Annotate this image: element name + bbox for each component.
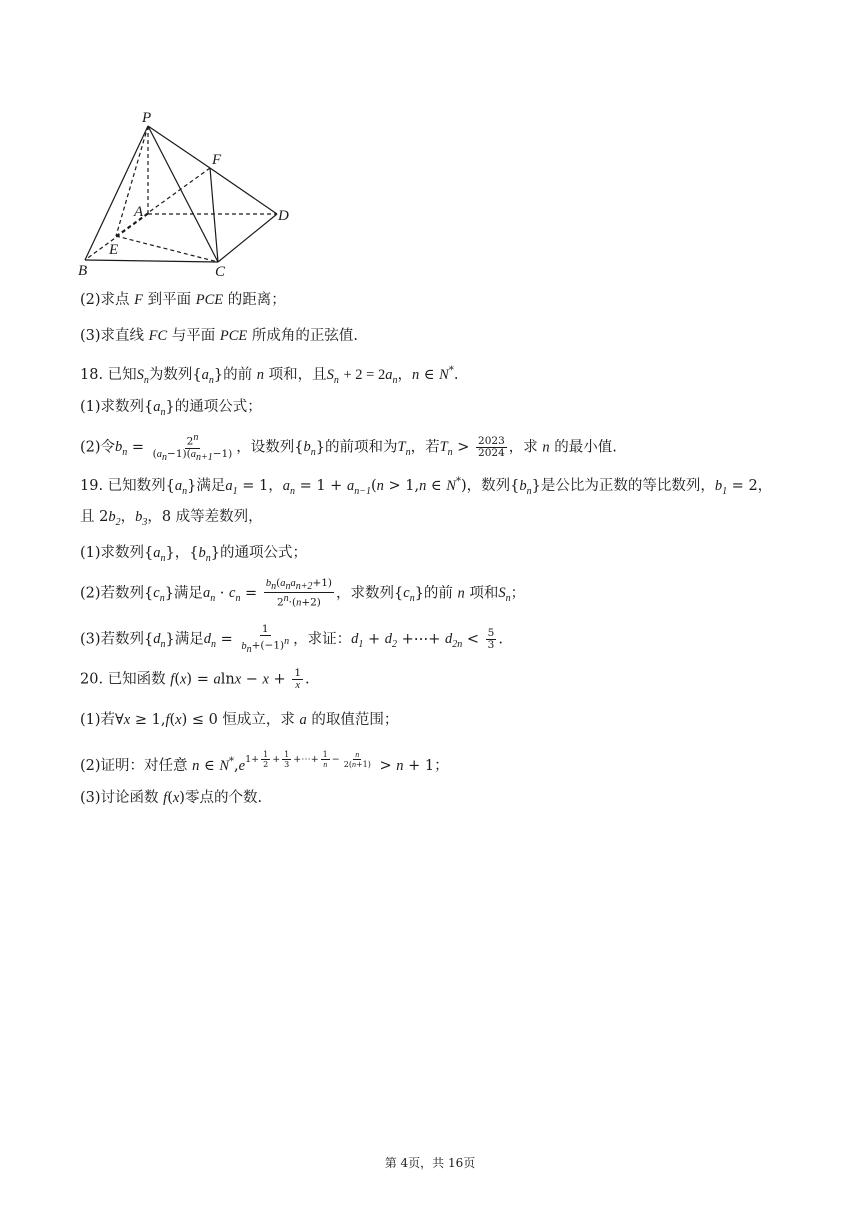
label-F: F	[212, 152, 222, 168]
q20-part1: (1)若∀x ≥ 1,f(x) ≤ 0 恒成立，求 a 的取值范围；	[80, 712, 399, 728]
label-E: E	[109, 242, 119, 258]
q18-part2: (2)令$b_n$ = $\frac{2^n}{(a_n-1)(a_{n+1}-1)}$ ，设数列$\{b_n\}$的前项和为$T_n$，若$T_n$ > $\frac{2023}{2024}$ ，求 n 的最小值.	[80, 432, 617, 463]
q17-part3: (3)求直线 FC 与平面 PCE 所成角的正弦值.	[80, 328, 359, 344]
q20-part2: (2)证明：对任意 n ∈ $N^*,e^{1+ \frac{1}{2} + \frac{1}{3} +\cdots+ \frac{1}{n} - \frac{n}{2(n+1)}}$ > n + 1；	[80, 749, 449, 774]
q19-stem: 19. 已知数列$\{a_n\}$满足$a_1 = 1$，$a_n = 1 + a_{n-1}(n > 1,n$ ∈ N*)，数列$\{b_n\}$是公比为正数的等比数列，$b_1 = 2$，	[80, 476, 773, 497]
label-A: A	[134, 204, 144, 220]
q17-part2: (2)求点 F 到平面 PCE 的距离；	[80, 292, 286, 308]
q19-part1: (1)求数列$\{a_n\}$，$\{b_n\}$的通项公式；	[80, 545, 307, 564]
q20-stem: 20. 已知函数 f(x) = alnx − x + $\frac{1}{x}$ .	[80, 667, 310, 691]
page-footer: 第 4页，共 16页	[384, 1156, 476, 1170]
q19-part3: (3)若数列$\{d_n\}$满足$d_n$ = $\frac{1}{b_n+(-1)^n}$ ，求证：$d_1 + d_2$ +⋯+ $d_{2n}$ < $\frac{5}{3}$ .	[80, 623, 503, 655]
label-D: D	[278, 208, 289, 224]
q19-stem-cont: 且 $2b_2$，$b_3$，8 成等差数列，	[80, 509, 263, 528]
label-B: B	[78, 263, 88, 278]
label-C: C	[215, 264, 226, 278]
pyramid-figure	[72, 108, 302, 278]
q18-stem: 18. 已知$S_n$为数列$\{a_n\}$的前 n 项和，且$S_n + 2 = 2a_n$，n ∈ N*.	[80, 365, 459, 386]
q20-part3: (3)讨论函数 f(x)零点的个数.	[80, 790, 263, 806]
q19-part2: (2)若数列$\{c_n\}$满足$a_n \cdot c_n$ = $\frac{b_n(a_na_{n+2}+1)}{2^n\cdot(n+2)}$ ，求数列$\{c_n\}$的前 n 项和$S_n$；	[80, 577, 526, 609]
label-P: P	[142, 110, 152, 126]
q18-part1: (1)求数列$\{a_n\}$的通项公式；	[80, 399, 262, 418]
